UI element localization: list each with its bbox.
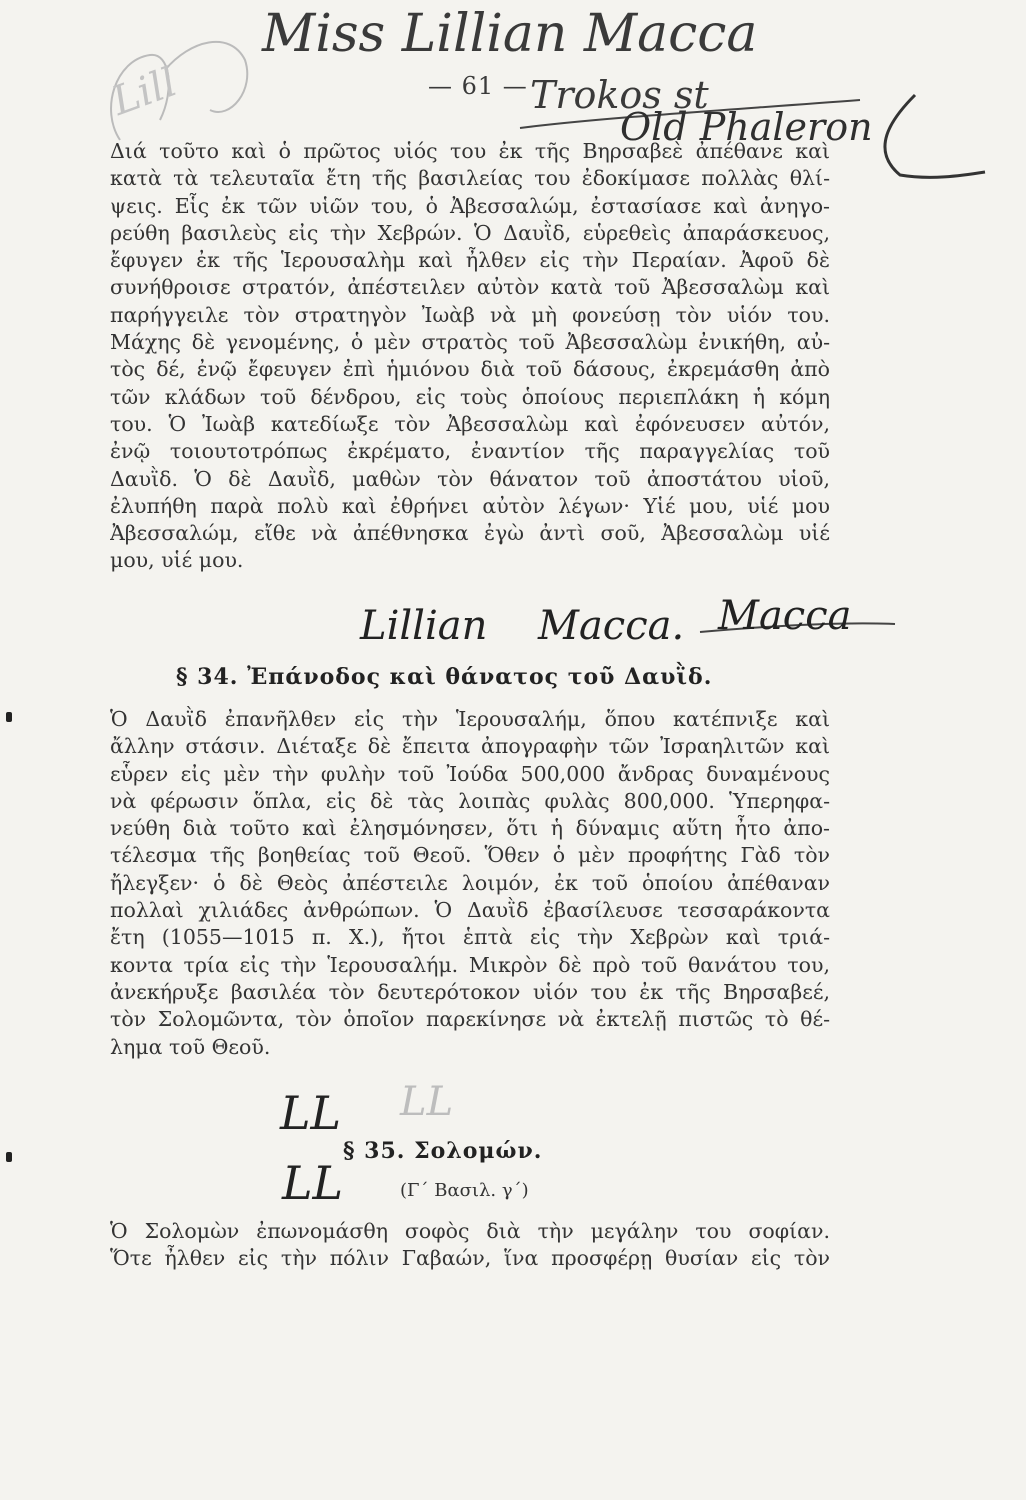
text-line: μου, υἱέ μου. — [110, 548, 244, 573]
text-line: νεύθη διὰ τοῦτο καὶ ἐλησμόνησεν, ὅτι ἡ δύναμις αὕτη ἦτο ἀπο- — [110, 816, 830, 841]
text-line: κατὰ τὰ τελευταῖα ἔτη τῆς βασιλείας του ἐδοκίμασε πολλὰς θλί- — [110, 166, 830, 191]
text-line: ἀνεκήρυξε βασιλέα τὸν δευτερότοκον υἱόν του ἐκ τῆς Βηρσαβεέ, — [110, 979, 830, 1004]
text-line: Δαυῒδ. Ὁ δὲ Δαυῒδ, μαθὼν τὸν θάνατον τοῦ ἀποστάτου υἱοῦ, — [110, 466, 830, 491]
handwritten-name: Miss Lillian Macca — [262, 4, 758, 64]
handwritten-margin-initials: Lill — [106, 59, 183, 125]
text-line: νὰ φέρωσιν ὅπλα, εἰς δὲ τὰς λοιπὰς φυλὰς 800,000. Ὑπερηφα- — [110, 788, 830, 813]
text-line: ἔφυγεν ἐκ τῆς Ἱερουσαλὴμ καὶ ἦλθεν εἰς τὴν Περαίαν. Ἀφοῦ δὲ — [110, 248, 830, 273]
text-line: ἔτη (1055—1015 π. Χ.), ἤτοι ἑπτὰ εἰς τὴν Χεβρὼν καὶ τριά- — [110, 925, 830, 950]
handwritten-initials-1: LL — [280, 1086, 342, 1140]
text-line: τέλεσμα τῆς βοηθείας τοῦ Θεοῦ. Ὅθεν ὁ μὲν προφήτης Γὰδ τὸν — [110, 843, 830, 868]
margin-mark — [6, 712, 12, 722]
text-line: τὸν Σολομῶντα, τὸν ὁποῖον παρεκίνησε νὰ ἐκτελῇ πιστῶς τὸ θέ- — [110, 1007, 830, 1032]
text-line: συνήθροισε στρατόν, ἀπέστειλεν αὐτὸν κατὰ τοῦ Ἀβεσσαλὼμ καὶ — [110, 275, 830, 300]
text-line: λημα τοῦ Θεοῦ. — [110, 1034, 271, 1059]
section-34-paragraph — [110, 706, 830, 1061]
text-line: ἐλυπήθη παρὰ πολὺ καὶ ἐθρήνει αὐτὸν λέγων· Υἱέ μου, υἱέ μου — [110, 493, 830, 518]
handwritten-address: Trokos st — [530, 73, 709, 117]
text-line: κοντα τρία εἰς τὴν Ἱερουσαλήμ. Μικρὸν δὲ πρὸ τοῦ θανάτου του, — [110, 952, 830, 977]
section-35-heading: § 35. Σολομών. — [343, 1138, 543, 1164]
text-line: ἤλεγξεν· ὁ δὲ Θεὸς ἀπέστειλε λοιμόν, ἐκ τοῦ ὁποίου ἀπέθαναν — [110, 870, 830, 895]
handwritten-signature-2: Macca. — [538, 603, 685, 649]
handwritten-signature-3: Macca — [718, 593, 852, 639]
section-35-paragraph — [110, 1218, 830, 1273]
text-line: παρήγγειλε τὸν στρατηγὸν Ἰωὰβ νὰ μὴ φονεύσῃ τὸν υἱόν του. — [110, 302, 830, 327]
section-34-heading: § 34. Ἐπάνοδος καὶ θάνατος τοῦ Δαυῒδ. — [176, 664, 713, 690]
handwritten-initials-2: LL — [400, 1079, 454, 1125]
margin-mark — [6, 1152, 12, 1162]
text-line: Ὁ Σολομὼν ἐπωνομάσθη σοφὸς διὰ τὴν μεγάλην του σοφίαν. — [110, 1219, 830, 1243]
text-line: Ἀβεσσαλώμ, εἴθε νὰ ἀπέθνησκα ἐγὼ ἀντὶ σοῦ, Ἀβεσσαλὼμ υἱέ — [110, 521, 830, 546]
text-line: Διά τοῦτο καὶ ὁ πρῶτος υἱός του ἐκ τῆς Βηρσαβεὲ ἀπέθανε καὶ — [110, 139, 830, 163]
text-line: ψεις. Εἷς ἐκ τῶν υἱῶν του, ὁ Ἀβεσσαλώμ, ἐστασίασε καὶ ἀνηγο- — [110, 193, 830, 218]
text-line: τῶν κλάδων τοῦ δένδρου, εἰς τοὺς ὁποίους περιεπλάκη ἡ κόμη — [110, 384, 830, 409]
text-line: εὗρεν εἰς μὲν τὴν φυλὴν τοῦ Ἰούδα 500,000 ἄνδρας δυναμένους — [110, 761, 830, 786]
text-line: Μάχης δὲ γενομένης, ὁ μὲν στρατὸς τοῦ Ἀβεσσαλὼμ ἐνικήθη, αὐ- — [110, 330, 830, 355]
text-line: ἄλλην στάσιν. Διέταξε δὲ ἔπειτα ἀπογραφὴν τῶν Ἰσραηλιτῶν καὶ — [110, 734, 830, 759]
text-line: του. Ὁ Ἰωὰβ κατεδίωξε τὸν Ἀβεσσαλὼμ καὶ ἐφόνευσεν αὐτόν, — [110, 411, 830, 436]
text-line: πολλαὶ χιλιάδες ἀνθρώπων. Ὁ Δαυῒδ ἐβασίλευσε τεσσαράκοντα — [110, 898, 830, 923]
text-line: ἐνῷ τοιουτοτρόπως ἐκρέματο, ἐναντίον τῆς παραγγελίας τοῦ — [110, 439, 830, 464]
section-35-subheading: (Γ΄ Βασιλ. γ΄) — [400, 1180, 529, 1201]
text-line: Ὅτε ἦλθεν εἰς τὴν πόλιν Γαβαών, ἵνα προσφέρῃ θυσίαν εἰς τὸν — [110, 1246, 830, 1271]
handwritten-signature-1: Lillian — [360, 603, 488, 649]
page-number: — 61 — — [428, 72, 528, 100]
text-line: τὸς δέ, ἐνῷ ἔφευγεν ἐπὶ ἡμιόνου διὰ τοῦ δάσους, ἐκρεμάσθη ἀπὸ — [110, 357, 830, 382]
handwritten-initials-3: LL — [282, 1156, 344, 1210]
paragraph-1 — [110, 138, 830, 575]
text-line: ρεύθη βασιλεὺς εἰς τὴν Χεβρών. Ὁ Δαυῒδ, εὑρεθεὶς ἀπαράσκευος, — [110, 220, 830, 245]
handwritten-district: Old Phaleron — [620, 105, 873, 149]
text-line: Ὁ Δαυῒδ ἐπανῆλθεν εἰς τὴν Ἱερουσαλήμ, ὅπου κατέπνιξε καὶ — [110, 707, 830, 731]
